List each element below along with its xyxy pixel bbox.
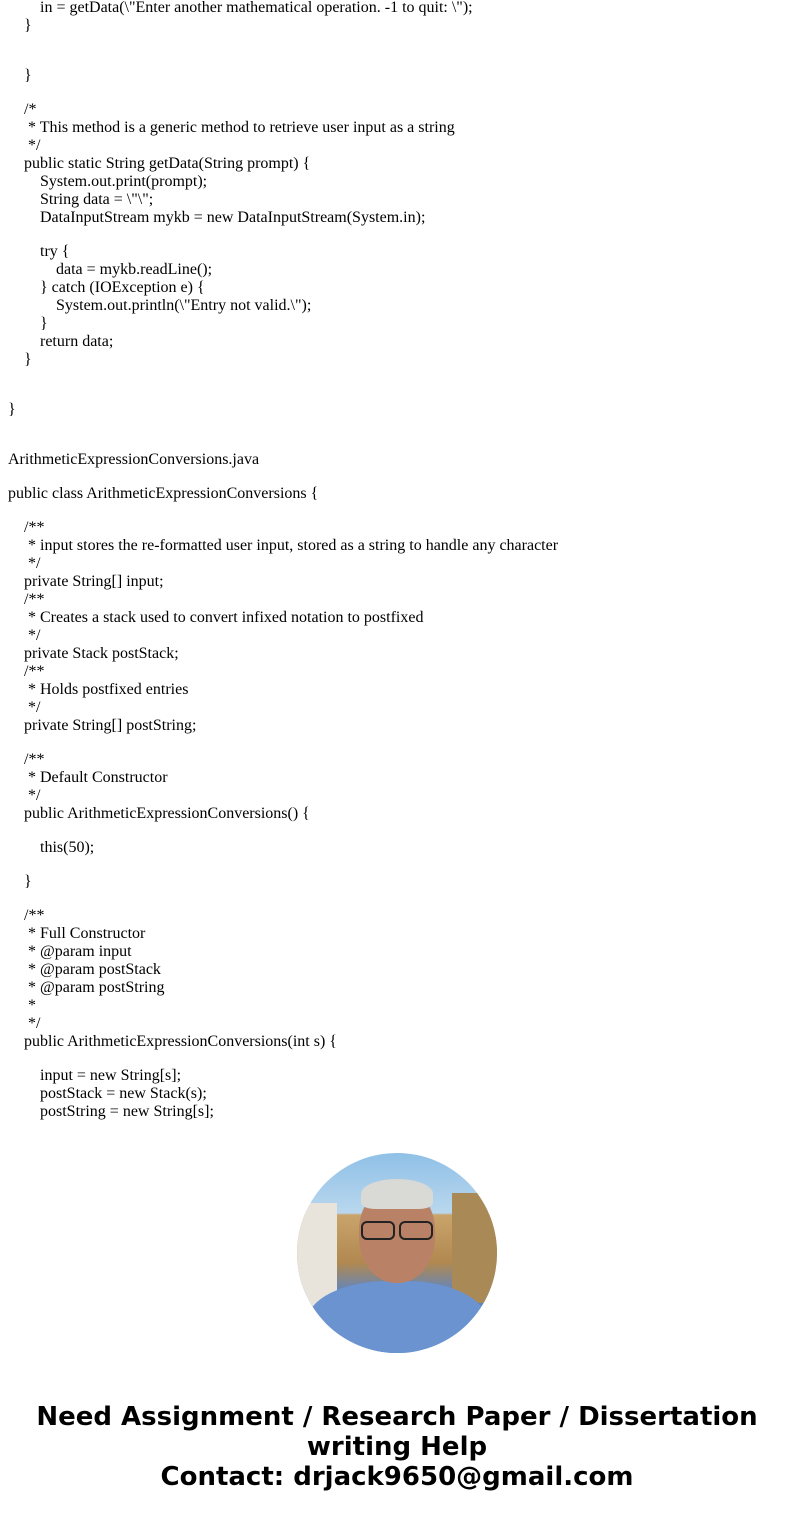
- code-line: return data;: [8, 333, 114, 350]
- code-line: [8, 735, 788, 751]
- code-line: input = new String[s];: [8, 1067, 182, 1084]
- code-line: [8, 891, 788, 907]
- code-line: /**: [8, 751, 45, 768]
- code-line: * input stores the re-formatted user input, stored as a string to handle any character: [8, 537, 559, 554]
- code-line: */: [8, 137, 41, 154]
- code-line: private String[] input;: [8, 573, 164, 590]
- code-line: * @param postString: [8, 979, 165, 996]
- code-line: [8, 435, 788, 451]
- code-line: public static String getData(String prompt) {: [8, 155, 311, 172]
- banner-contact-email: Contact: drjack9650@gmail.com: [160, 1462, 634, 1492]
- code-line: * This method is a generic method to retrieve user input as a string: [8, 119, 455, 136]
- code-line: [8, 1051, 788, 1067]
- code-line: public class ArithmeticExpressionConversions {: [8, 485, 319, 502]
- code-line: [8, 35, 788, 51]
- code-line: */: [8, 627, 41, 644]
- code-line: System.out.print(prompt);: [8, 173, 208, 190]
- code-line: /**: [8, 591, 45, 608]
- code-line: String data = \"\";: [8, 191, 154, 208]
- code-line: [8, 469, 788, 485]
- code-line: public ArithmeticExpressionConversions(int s) {: [8, 1033, 337, 1050]
- code-line: * Default Constructor: [8, 769, 168, 786]
- code-line: try {: [8, 243, 70, 260]
- code-line: /**: [8, 519, 45, 536]
- code-line: }: [8, 873, 32, 890]
- code-line: public ArithmeticExpressionConversions() {: [8, 805, 310, 822]
- code-line: this(50);: [8, 839, 95, 856]
- code-line: /**: [8, 907, 45, 924]
- code-line: *: [8, 997, 36, 1014]
- code-line: }: [8, 401, 16, 418]
- code-line: /**: [8, 663, 45, 680]
- code-line: [8, 369, 788, 385]
- code-line: private Stack postStack;: [8, 645, 179, 662]
- code-line: * @param input: [8, 943, 132, 960]
- code-line: postString = new String[s];: [8, 1103, 214, 1120]
- code-line: * Creates a stack used to convert infixed notation to postfixed: [8, 609, 424, 626]
- code-line: [8, 823, 788, 839]
- code-line: * Holds postfixed entries: [8, 681, 189, 698]
- code-line: [8, 857, 788, 873]
- code-line: [8, 385, 788, 401]
- banner-line-2: writing Help: [306, 1432, 488, 1462]
- code-listing: [8, 0, 788, 1122]
- code-line: [8, 85, 788, 101]
- code-line: */: [8, 787, 41, 804]
- code-line: postStack = new Stack(s);: [8, 1085, 207, 1102]
- code-line: }: [8, 17, 32, 34]
- code-line: DataInputStream mykb = new DataInputStream(System.in);: [8, 209, 426, 226]
- code-line: data = mykb.readLine();: [8, 261, 213, 278]
- code-line: * @param postStack: [8, 961, 161, 978]
- code-line: }: [8, 315, 48, 332]
- code-line: [8, 51, 788, 67]
- code-line: * Full Constructor: [8, 925, 146, 942]
- code-line: } catch (IOException e) {: [8, 279, 205, 296]
- code-line: }: [8, 351, 32, 368]
- code-line: private String[] postString;: [8, 717, 197, 734]
- code-line: [8, 227, 788, 243]
- contact-banner: [0, 1402, 794, 1492]
- code-line: */: [8, 555, 41, 572]
- code-line: [8, 503, 788, 519]
- code-line: System.out.println(\"Entry not valid.\");: [8, 297, 312, 314]
- code-line: */: [8, 699, 41, 716]
- code-line: }: [8, 67, 32, 84]
- banner-line-1: Need Assignment / Research Paper / Dissertation: [36, 1402, 758, 1432]
- code-line: [8, 419, 788, 435]
- code-line: */: [8, 1015, 41, 1032]
- code-line: in = getData(\"Enter another mathematical operation. -1 to quit: \");: [8, 0, 473, 16]
- author-photo: [297, 1153, 497, 1353]
- code-line: /*: [8, 101, 37, 118]
- code-line: ArithmeticExpressionConversions.java: [8, 451, 260, 468]
